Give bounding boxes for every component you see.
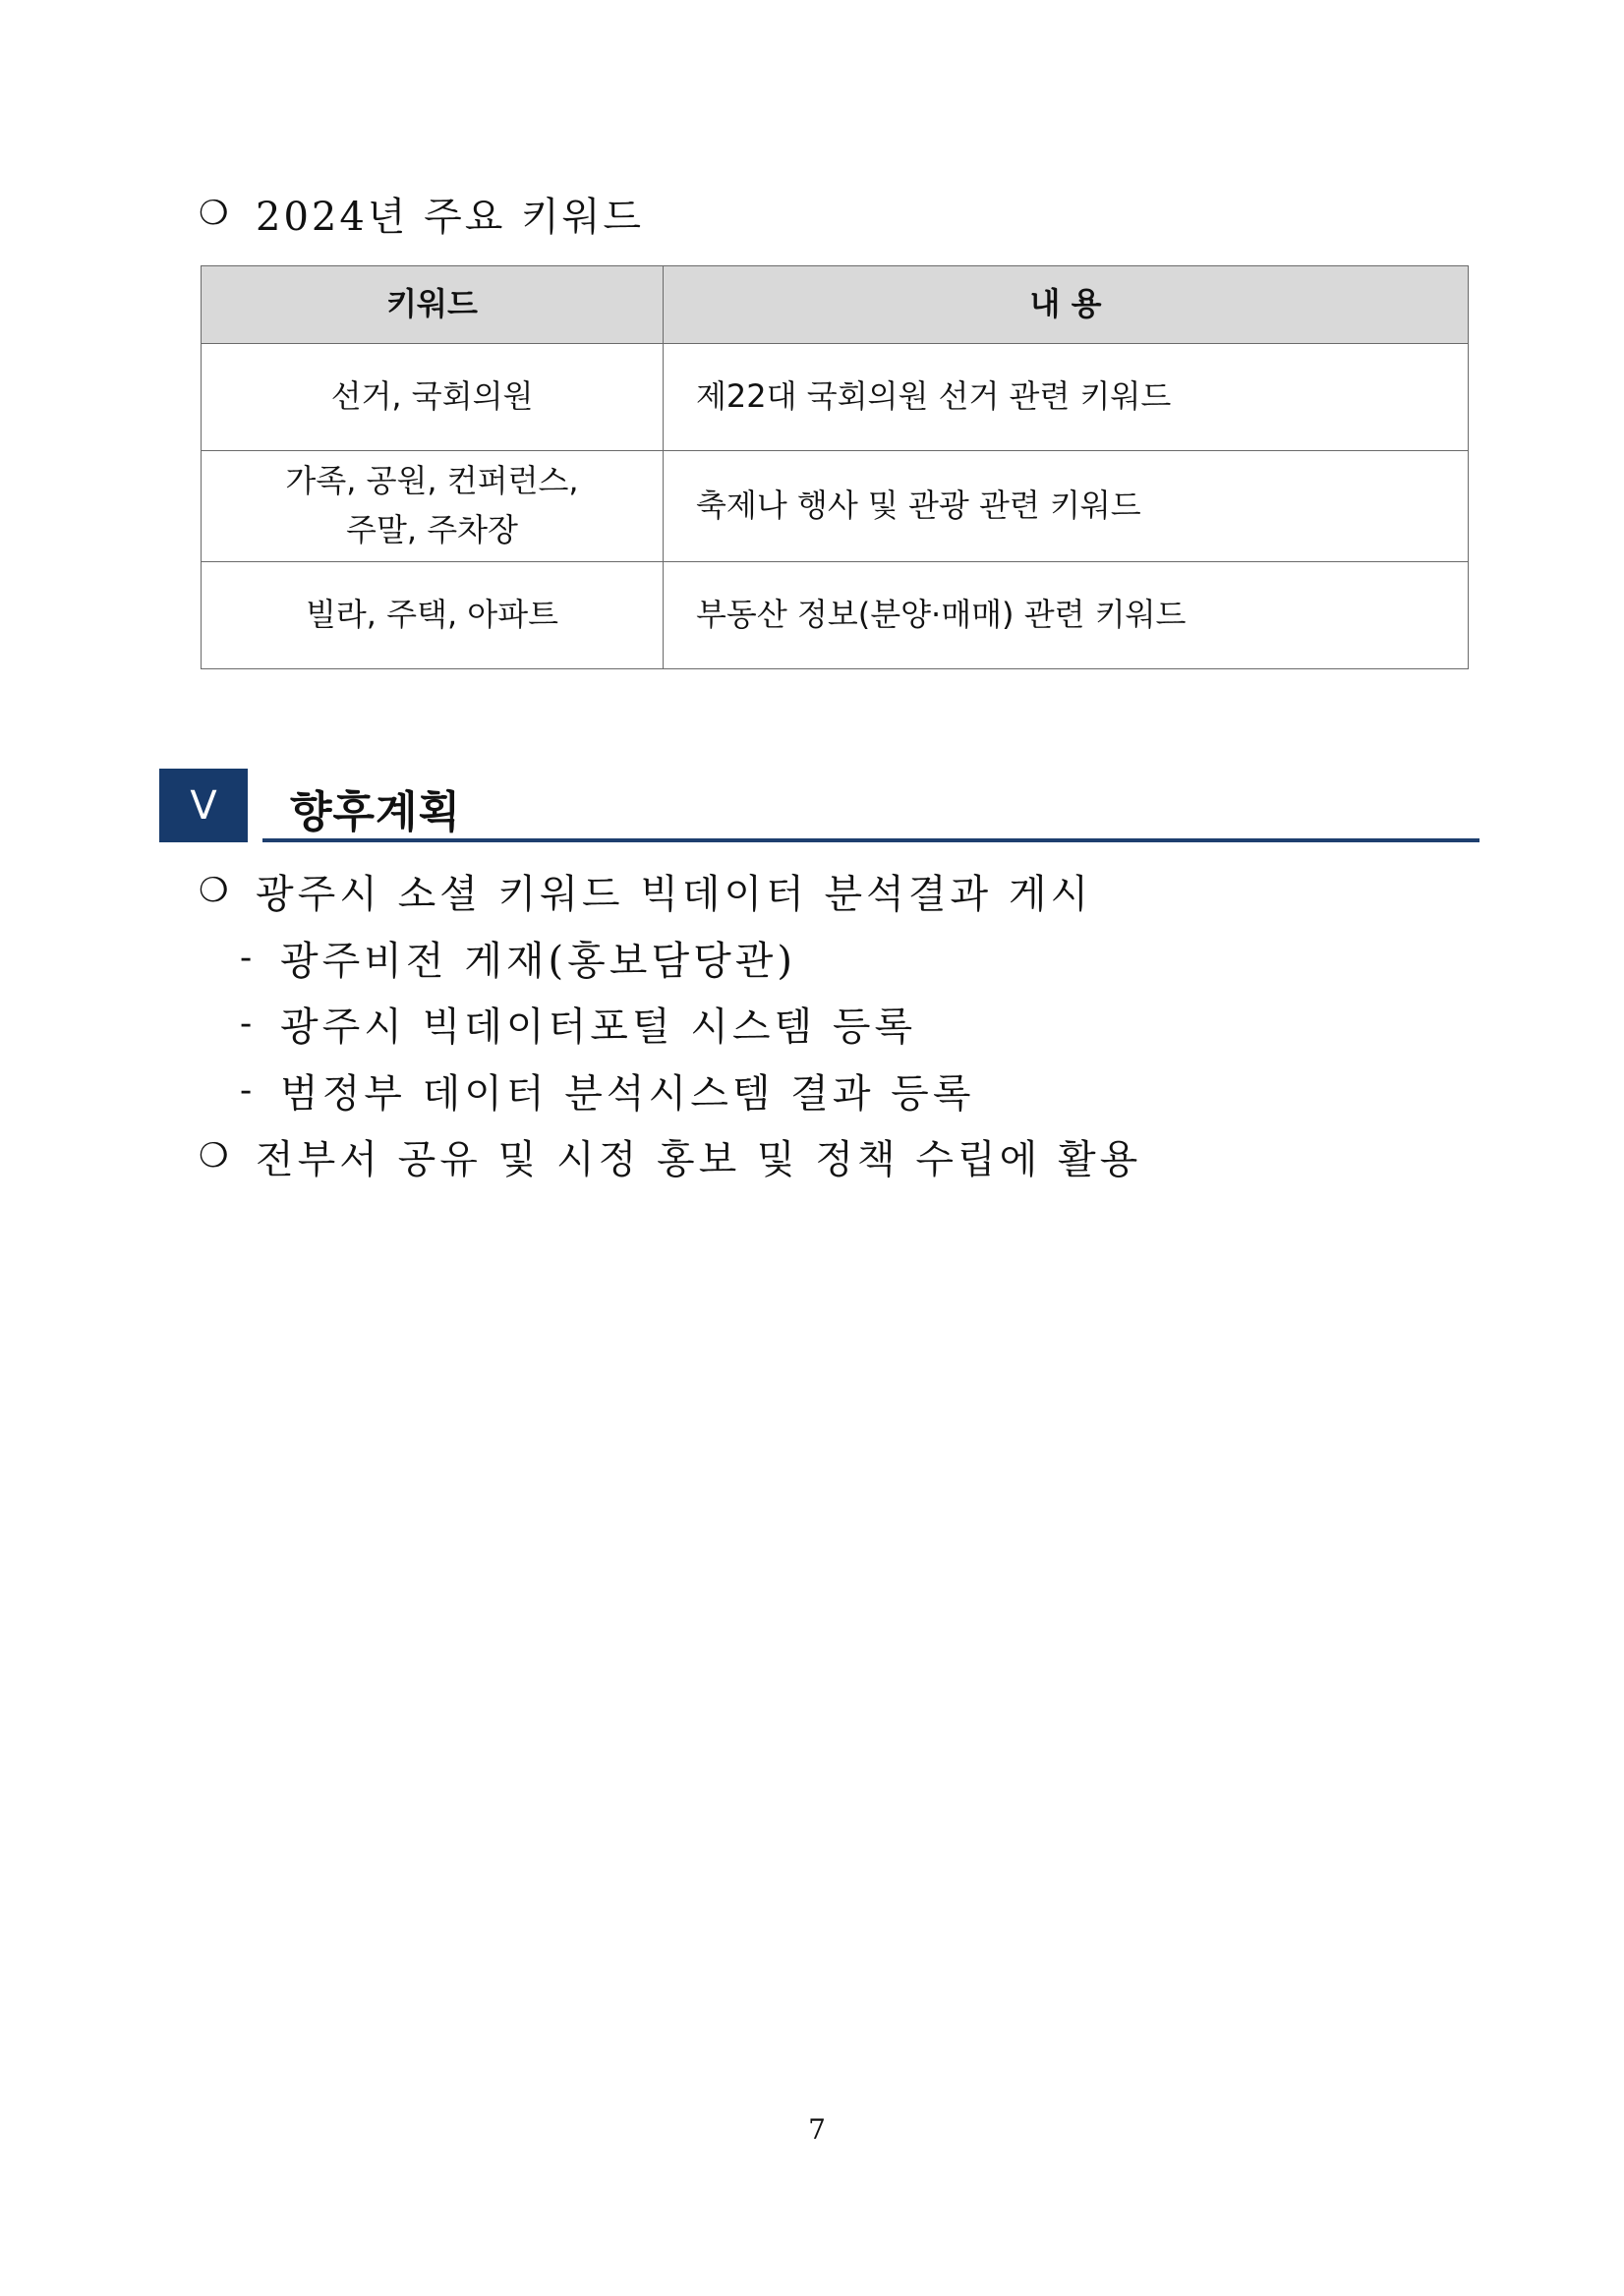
table-cell-keywords: 선거, 국회의원 (202, 344, 664, 451)
plan-item-text: 광주시 소셜 키워드 빅데이터 분석결과 게시 (256, 871, 1093, 917)
dash-bullet: - (240, 1069, 257, 1111)
plan-subitem (240, 930, 796, 985)
plan-subitem (240, 1062, 974, 1118)
circle-bullet-icon: ❍ (199, 1136, 233, 1176)
page-number: 7 (808, 2113, 826, 2146)
plan-subitem-text: 광주시 빅데이터포털 시스템 등록 (280, 1004, 917, 1050)
table-row (202, 344, 1469, 451)
table-cell-keywords: 가족, 공원, 컨퍼런스, 주말, 주차장 (202, 451, 664, 562)
keywords-heading-text: 2024년 주요 키워드 (256, 194, 645, 240)
plan-item (199, 1128, 1141, 1183)
dash-bullet: - (240, 1003, 257, 1044)
plan-subitem (240, 996, 916, 1051)
plan-item-text: 전부서 공유 및 시정 홍보 및 정책 수립에 활용 (256, 1136, 1142, 1182)
table-cell-description: 부동산 정보(분양·매매) 관련 키워드 (664, 562, 1469, 669)
plan-item (199, 863, 1092, 918)
section-number-badge (159, 769, 248, 842)
keywords-heading (199, 189, 644, 238)
table-header-row (202, 266, 1469, 344)
dash-bullet: - (240, 937, 257, 978)
table-cell-description: 축제나 행사 및 관광 관련 키워드 (664, 451, 1469, 562)
table-header-keywords: 키워드 (202, 266, 664, 344)
plan-subitem-text: 범정부 데이터 분석시스템 결과 등록 (280, 1070, 975, 1117)
table-cell-keywords: 빌라, 주택, 아파트 (202, 562, 664, 669)
circle-bullet-icon: ❍ (199, 194, 232, 233)
table-row (202, 562, 1469, 669)
section-underline (262, 838, 1479, 842)
section-number: V (190, 782, 217, 829)
table-header-description: 내 용 (664, 266, 1469, 344)
table-row (202, 451, 1469, 562)
keywords-table (201, 265, 1469, 669)
section-title: 향후계획 (290, 787, 462, 837)
plan-subitem-text: 광주비전 게재(홍보담당관) (280, 938, 796, 984)
table-cell-description: 제22대 국회의원 선거 관련 키워드 (664, 344, 1469, 451)
circle-bullet-icon: ❍ (199, 871, 233, 910)
